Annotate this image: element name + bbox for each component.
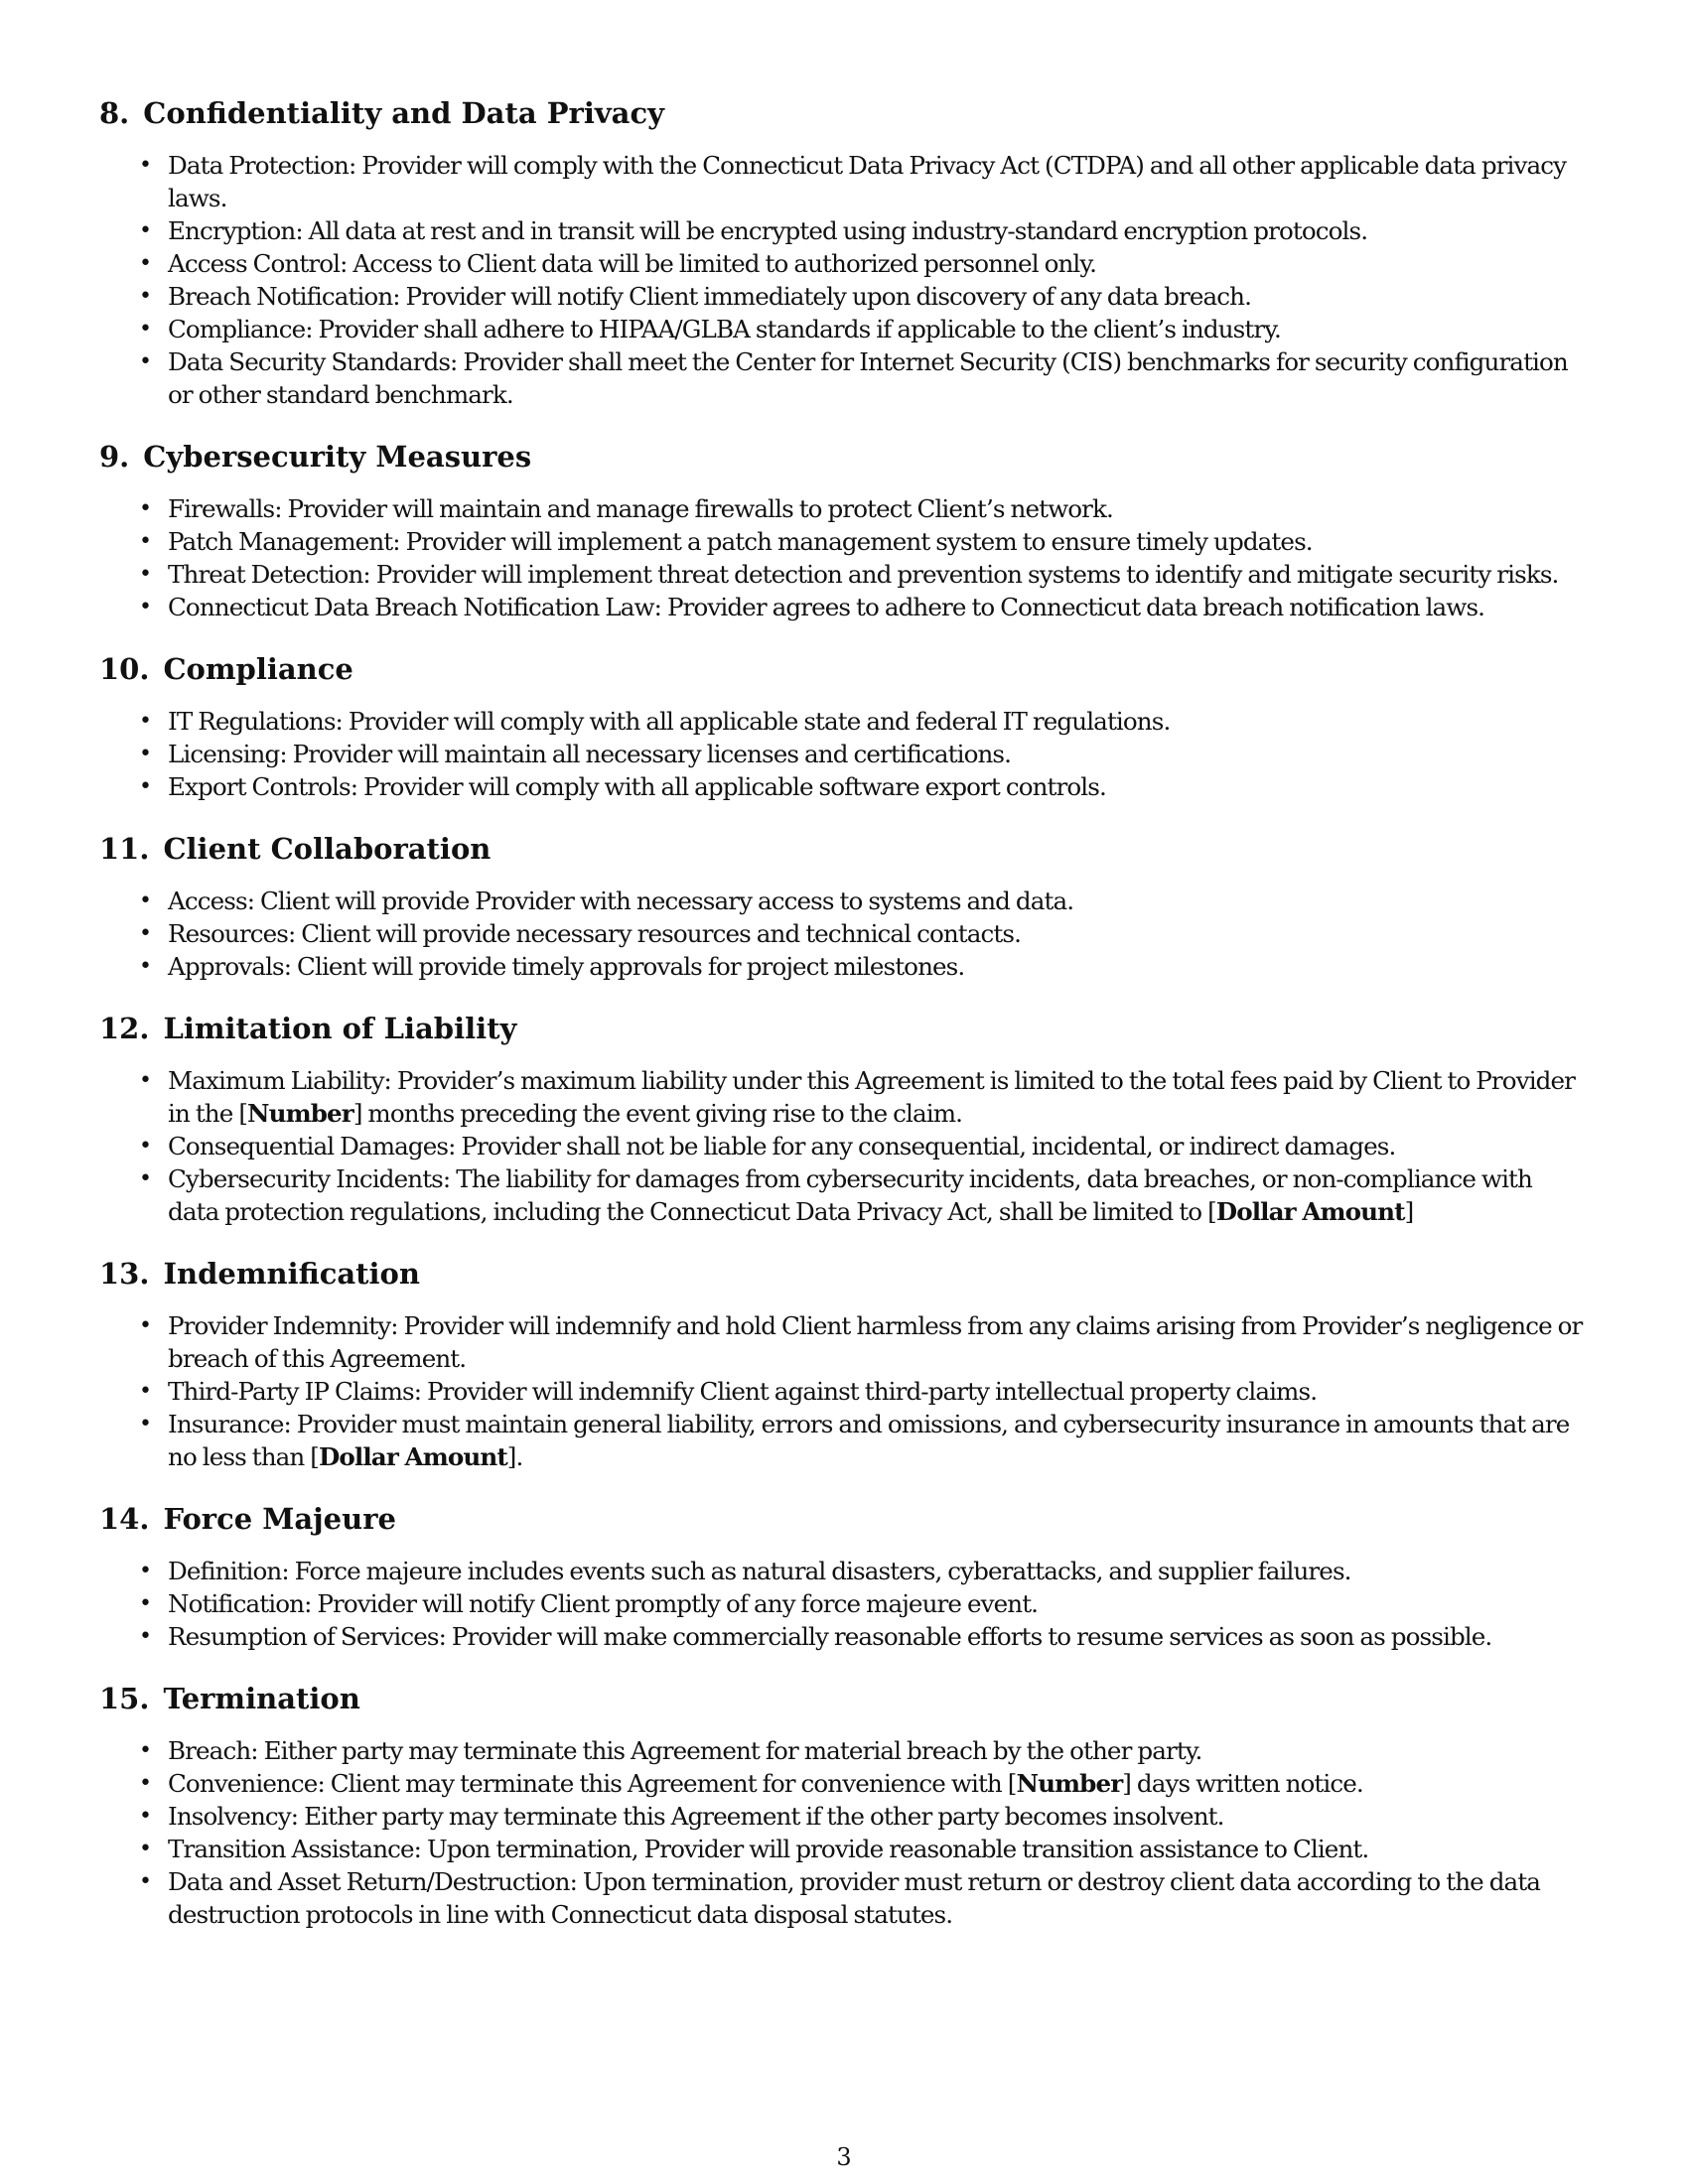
placeholder-field: Number	[247, 1099, 353, 1128]
placeholder-field: Dollar Amount	[1215, 1197, 1405, 1226]
list-item	[99, 1162, 1589, 1228]
bullet-icon: •	[139, 1379, 152, 1404]
list-item	[99, 345, 1589, 411]
list-item-text: Data Security Standards: Provider shall meet the Center for Internet Security (CIS) benchmarks for security configuration or other standard benchmark.	[168, 347, 1568, 409]
document-body	[99, 91, 1589, 1931]
bullet-icon: •	[139, 562, 152, 587]
list-item	[99, 313, 1589, 345]
bullet-list	[99, 885, 1589, 983]
list-item-text: Approvals: Client will provide timely approvals for project milestones.	[168, 952, 965, 981]
list-item-text: Patch Management: Provider will implement a patch management system to ensure timely updates.	[168, 527, 1313, 556]
section-title: Confidentiality and Data Privacy	[143, 96, 664, 130]
list-item-text: Access: Client will provide Provider with necessary access to systems and data.	[168, 887, 1074, 915]
list-item	[99, 1800, 1589, 1833]
list-item-text: Export Controls: Provider will comply with all applicable software export controls.	[168, 772, 1106, 801]
list-item-text: Consequential Damages: Provider shall not be liable for any consequential, incidental, or indirect damages.	[168, 1132, 1396, 1160]
bullet-icon: •	[139, 218, 152, 243]
bullet-icon: •	[139, 153, 152, 178]
bullet-list	[99, 705, 1589, 803]
bullet-icon: •	[139, 1837, 152, 1861]
list-item-text: ] days written notice.	[1122, 1769, 1363, 1798]
list-item	[99, 885, 1589, 917]
list-item-text: Threat Detection: Provider will implement threat detection and prevention systems to identify and mitigate security risks.	[168, 560, 1559, 589]
section-number: 15.	[99, 1682, 150, 1715]
section-number: 9.	[99, 440, 130, 474]
bullet-icon: •	[139, 774, 152, 799]
section-title: Force Majeure	[163, 1502, 396, 1536]
bullet-icon: •	[139, 1869, 152, 1894]
list-item	[99, 247, 1589, 280]
list-item-text: Licensing: Provider will maintain all necessary licenses and certifications.	[168, 740, 1012, 768]
list-item	[99, 1833, 1589, 1865]
bullet-list	[99, 1734, 1589, 1931]
list-item	[99, 1375, 1589, 1408]
list-item-text: Insurance: Provider must maintain general liability, errors and omissions, and cybersecurity insurance in amounts that are no less than [	[168, 1410, 1570, 1471]
section-number: 12.	[99, 1012, 150, 1045]
list-item	[99, 558, 1589, 591]
list-item	[99, 1734, 1589, 1767]
list-item	[99, 1555, 1589, 1587]
list-item-text: Resources: Client will provide necessary resources and technical contacts.	[168, 919, 1022, 948]
list-item-text: Provider Indemnity: Provider will indemnify and hold Client harmless from any claims arising from Provider’s negligence or breach of this Agreement.	[168, 1311, 1583, 1373]
section-heading	[99, 91, 1589, 135]
list-item	[99, 1408, 1589, 1473]
bullet-icon: •	[139, 1068, 152, 1093]
bullet-icon: •	[139, 1591, 152, 1616]
list-item	[99, 1064, 1589, 1130]
section-heading	[99, 1007, 1589, 1050]
list-item-text: Definition: Force majeure includes events such as natural disasters, cyberattacks, and supplier failures.	[168, 1557, 1351, 1585]
bullet-icon: •	[139, 317, 152, 341]
list-item-text: ] months preceding the event giving rise to the claim.	[352, 1099, 963, 1128]
list-item	[99, 492, 1589, 525]
section	[99, 1007, 1589, 1228]
list-item-text: Access Control: Access to Client data will be limited to authorized personnel only.	[168, 249, 1097, 278]
bullet-icon: •	[139, 529, 152, 554]
list-item-text: Maximum Liability: Provider’s maximum liability under this Agreement is limited to the total fees paid by Client to Provider in the [	[168, 1066, 1576, 1128]
section	[99, 827, 1589, 983]
section	[99, 1252, 1589, 1473]
list-item-text: Breach Notification: Provider will notify Client immediately upon discovery of any data breach.	[168, 282, 1251, 311]
section-number: 14.	[99, 1502, 150, 1536]
bullet-icon: •	[139, 1804, 152, 1829]
list-item-text: Third-Party IP Claims: Provider will indemnify Client against third-party intellectual property claims.	[168, 1377, 1318, 1406]
section-number: 11.	[99, 832, 150, 866]
list-item	[99, 738, 1589, 770]
list-item-text: Data and Asset Return/Destruction: Upon termination, provider must return or destroy client data according to the data destruction protocols in line with Connecticut data disposal statutes.	[168, 1867, 1541, 1929]
section	[99, 91, 1589, 411]
bullet-icon: •	[139, 595, 152, 619]
section-title: Termination	[163, 1682, 360, 1715]
section-heading	[99, 1252, 1589, 1296]
section-title: Client Collaboration	[163, 832, 492, 866]
list-item	[99, 1587, 1589, 1620]
bullet-icon: •	[139, 1134, 152, 1159]
section	[99, 1677, 1589, 1931]
bullet-icon: •	[139, 709, 152, 734]
section-heading	[99, 1497, 1589, 1541]
section-heading	[99, 827, 1589, 871]
section-title: Cybersecurity Measures	[143, 440, 532, 474]
section-title: Limitation of Liability	[163, 1012, 517, 1045]
list-item-text: Insolvency: Either party may terminate this Agreement if the other party becomes insolvent.	[168, 1802, 1224, 1831]
bullet-icon: •	[139, 888, 152, 913]
list-item-text: Breach: Either party may terminate this Agreement for material breach by the other party.	[168, 1736, 1202, 1765]
list-item	[99, 1767, 1589, 1800]
placeholder-field: Number	[1016, 1769, 1123, 1798]
list-item-text: IT Regulations: Provider will comply with all applicable state and federal IT regulations.	[168, 707, 1171, 736]
section-number: 8.	[99, 96, 130, 130]
list-item	[99, 1309, 1589, 1375]
list-item-text: Encryption: All data at rest and in transit will be encrypted using industry-standard encryption protocols.	[168, 216, 1368, 245]
list-item-text: Resumption of Services: Provider will make commercially reasonable efforts to resume services as soon as possible.	[168, 1622, 1492, 1651]
list-item-text: Firewalls: Provider will maintain and manage firewalls to protect Client’s network.	[168, 494, 1113, 523]
section-heading	[99, 1677, 1589, 1720]
page-number: 3	[836, 2143, 852, 2171]
list-item	[99, 950, 1589, 983]
list-item	[99, 214, 1589, 247]
bullet-icon: •	[139, 1738, 152, 1763]
section-title: Compliance	[163, 652, 353, 686]
section-heading	[99, 647, 1589, 691]
section-number: 13.	[99, 1257, 150, 1291]
section	[99, 435, 1589, 623]
bullet-icon: •	[139, 742, 152, 766]
list-item	[99, 1130, 1589, 1162]
list-item	[99, 1865, 1589, 1931]
section-heading	[99, 435, 1589, 478]
list-item-text: Connecticut Data Breach Notification Law: Provider agrees to adhere to Connecticut data breach notification laws.	[168, 593, 1485, 621]
list-item	[99, 525, 1589, 558]
bullet-icon: •	[139, 349, 152, 374]
bullet-list	[99, 149, 1589, 411]
section-number: 10.	[99, 652, 150, 686]
list-item-text: Cybersecurity Incidents: The liability for damages from cybersecurity incidents, data breaches, or non-compliance with data protection regulations, including the Connecticut Data Privacy Act, shall be limited to [	[168, 1164, 1532, 1226]
list-item-text: Notification: Provider will notify Client promptly of any force majeure event.	[168, 1589, 1039, 1618]
bullet-icon: •	[139, 496, 152, 521]
bullet-list	[99, 1555, 1589, 1653]
list-item	[99, 770, 1589, 803]
list-item	[99, 705, 1589, 738]
bullet-list	[99, 1309, 1589, 1473]
bullet-icon: •	[139, 921, 152, 946]
list-item-text: Data Protection: Provider will comply with the Connecticut Data Privacy Act (CTDPA) and all other applicable data privacy laws.	[168, 151, 1567, 212]
bullet-icon: •	[139, 1624, 152, 1649]
bullet-list	[99, 1064, 1589, 1228]
list-item-text: Compliance: Provider shall adhere to HIPAA/GLBA standards if applicable to the client’s industry.	[168, 315, 1281, 343]
bullet-list	[99, 492, 1589, 623]
bullet-icon: •	[139, 1166, 152, 1191]
bullet-icon: •	[139, 284, 152, 309]
list-item-text: ]	[1404, 1197, 1414, 1226]
bullet-icon: •	[139, 1313, 152, 1338]
list-item	[99, 917, 1589, 950]
section-title: Indemnification	[163, 1257, 420, 1291]
bullet-icon: •	[139, 1559, 152, 1583]
bullet-icon: •	[139, 251, 152, 276]
list-item-text: ].	[506, 1442, 523, 1471]
list-item	[99, 591, 1589, 623]
list-item	[99, 149, 1589, 214]
placeholder-field: Dollar Amount	[318, 1442, 507, 1471]
section	[99, 647, 1589, 803]
bullet-icon: •	[139, 1771, 152, 1796]
list-item-text: Transition Assistance: Upon termination, Provider will provide reasonable transition assistance to Client.	[168, 1835, 1369, 1863]
bullet-icon: •	[139, 954, 152, 979]
list-item	[99, 280, 1589, 313]
list-item-text: Convenience: Client may terminate this Agreement for convenience with [	[168, 1769, 1017, 1798]
list-item	[99, 1620, 1589, 1653]
section	[99, 1497, 1589, 1653]
bullet-icon: •	[139, 1412, 152, 1436]
